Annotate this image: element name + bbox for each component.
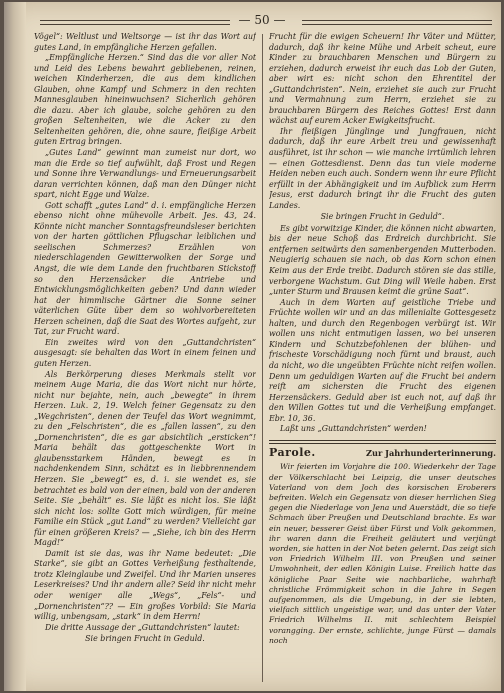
closing-line: Laßt uns „Guttandchristen“ werden!: [280, 424, 427, 434]
paragraph: Die dritte Aussage der „Guttandchristen“ lautet:: [45, 622, 240, 632]
header-ornament-right: [302, 20, 492, 25]
book-page: [4, 2, 501, 691]
page-header: [32, 10, 492, 34]
paragraph: „Gutes Land“ gewinnt man zumeist nur dort, wo man die Erde so tief aufwühlt, daß Frost und Regen und Sonne ihre Verwandlungs- und Erneuerungsarbeit daran verrichten können, daß man den Dünger nicht spart, nicht Egge und Walze.: [34, 148, 256, 200]
spaced-quote: Sie bringen Frucht in Geduld“.: [320, 212, 445, 222]
paragraph: Auch in dem Warten auf geistliche Triebe und Früchte wollen wir und an das millenialte Gottesgesetz halten, und durch den Regenbogen verbürgt ist. Wir wollen uns nicht entmutigen lassen, wo bei unseren Kindern und Schutzbefohlenen der blühen- und frischeste Vorschädigung noch fürnt und braust, auch da nicht, wo die ungeübten Früchte nicht reifen wollen. Denn um geduldigen Warten auf die Frucht bei andern reift am sichersten die Frucht des eigenen Herzensäckers. Geduld aber ist euch not, auf daß ihr den Willen Gottes tut und die Verheißung empfanget. Ebr. 10, 36.: [269, 297, 496, 423]
paragraph: Als Berkörperung dieses Merkmals stellt vor meinem Auge Maria, die das Wort nicht nur hörte, nicht nur bejahte, nein, auch „bewegte“ in ihrem Herzen. Luk. 2, 19. Welch feiner Gegensatz zu den „Wegchristen“, denen der Teufel das Wort wegnimmt, zu den „Felschristen“, die es „fallen lassen“, zu den „Dornenchristen“, die es gar absichtlich „ersticken“! Maria behält das gottgeschenkte Wort in glaubensstarkem Händen, bewegt es in nachdenkendem Sinn, schätzt es in liebbrennendem Herzen. Sie „bewegt“ es, d. i. sie wendet es, sie betrachtet es bald von der einen, bald von der anderen Seite. Sie „behält“ es. Sie läßt es nicht los. Sie läßt sich nicht los: sollte Gott mich würdigen, für meine Familie ein Stück „gut Land“ zu werden? Vielleicht gar für einen größeren Kreis? — „Siehe, ich bin des Herrn Magd!“: [34, 369, 256, 548]
parole-heading: [269, 445, 496, 459]
parole-text: Wir feierten im Vorjahre die 100. Wiederkehr der Tage der Völkerschlacht bei Leipzig, die unser deutsches Vaterland von dem Joch des korsischen Eroberers befreiten. Welch ein Gegensatz von dieser herrlichen Sieg gegen die Niederlage von Jena und Auerstädt, die so tiefe Schmach über Preußen und Deutschland brachte. Es war ein neuer, besserer Geist über Fürst und Volk gekommen, ihr waren dann die Freiheit geläutert und verjüngt worden, sie hatten in der Not beten gelernt. Das zeigt sich von Friedrich Wilhelm III. von Preußen und seiner Umwohnheit, der edlen Königin Luise. Freilich hatte das königliche Paar Seite wie nachbarliche, wahrhaft christliche Frömmigkeit schon in die Jahre in Segen aufgenommen, als die Umgebung, in der sie lebten, vielfach sittlich ungeistige war, und das unter der Vater Friedrich Wilhelms II. mit schlechtem Beispiel vorangging. Der ernste, schlichte, junge Fürst — damals noch: [269, 462, 496, 645]
left-column: [34, 32, 256, 682]
paragraph: „Empfängliche Herzen.“ Sind das die vor aller Not und Leid des Lebens bewahrt gebliebenen, reinen, weichen Kinderherzen, die aus dem kindlichen Glauben, ohne Kampf und Schmerz in den rechten Mannesglauben hineinwuchsen? Sicherlich gehören die dazu. Aber ich glaube, solche gehören zu den großen Seltenheiten, wie die Acker zu den Seltenheiten gehören, die, ohne saure, fleißige Arbeit guten Ertrag bringen.: [34, 53, 256, 147]
parole-subtitle: Zur Jahrhunderterinnerung.: [366, 447, 496, 458]
right-column: [269, 32, 496, 682]
book-binding-edge: [4, 2, 26, 691]
paragraph: Vögel“: Weltlust und Weltsorge — ist ihr das Wort auf gutes Land, in empfängliche Herzen gefallen.: [34, 32, 256, 52]
section-divider: [269, 440, 496, 444]
paragraph: Gott schafft „gutes Land“ d. i. empfängliche Herzen ebenso nicht ohne mühevolle Arbeit. Jes. 43, 24. Könnte nicht mancher Sonntagsfreundsleser berichten von der harten göttlichen Pflugschar leiblichen und seelischen Schmerzes? Erzählen von niederschlagenden Gewitterwolken der Sorge und Angst, die wie dem Lande den fruchtbaren Stickstoff so den Herzensäcker die Antriebe und Entwicklungsmöglichkeiten geben? Und dann wieder hat der himmlische Gärtner die Sonne seiner väterlichen Güte über dem so wohlvorbereiteten Herzen scheinen, daß die Saat des Wortes aufgeht, zur Tat, zur Frucht ward.: [34, 200, 256, 337]
column-divider: [262, 34, 263, 682]
page-number: — 50 —: [238, 13, 286, 27]
paragraph: Damit ist sie das, was ihr Name bedeutet: „Die Starke“, sie gibt an Gottes Verheißung festhaltende, trotz Kleinglaube und Zweifel. Und ihr Marien unseres Leserkreises? Und ihr andern alle? Seid ihr nicht mehr oder weniger alle „Wegs“, „Fels“- und „Dornenchristen“?? — Ein großes Vorbild: Sie Maria willig, unbengsam, „stark“ in dem Herrn!: [34, 548, 256, 622]
two-column-body: [34, 32, 496, 682]
spaced-quote: Sie bringen Frucht in Geduld.: [85, 634, 205, 644]
parole-title: Parole.: [269, 445, 316, 459]
paragraph: Es gibt vorwitzige Kinder, die können nicht abwarten, bis der neue Schoß das Erdreich durchbricht. Sie entfernen seitwärts den samenbergenden Mutterboden. Neugierig schauen sie nach, ob das Korn schon einen Keim aus der Erde treibt. Dadurch stören sie das stille, verborgene Wachstum. Gut Ding will Weile haben. Erst „unter Sturm und Brausen keimt die grüne Saat“.: [269, 223, 496, 297]
paragraph: Ein zweites wird von den „Guttandchristen“ ausgesagt: sie behalten das Wort in einem feinen und guten Herzen.: [34, 337, 256, 368]
paragraph: Ihr fleißigen Jünglinge und Jungfrauen, nicht dadurch, daß ihr eure Arbeit treu und gewissenhaft ausführet, ist ihr schon — wie manche irrtümlich lehren — einen Gottesdienst. Denn das tun viele moderne Heiden neben euch auch. Sondern wenn ihr eure Pflicht erfüllt in der Abhängigkeit und im Aufblick zum Herrn Jesus, erst dadurch bringt ihr die Frucht des guten Landes.: [269, 126, 496, 210]
paragraph: Frucht für die ewigen Scheuern! Ihr Väter und Mütter, dadurch, daß ihr keine Mühe und Arbeit scheut, eure Kinder zu brauchbaren Menschen und Bürgern zu erziehen, dadurch erweist ihr euch das Lob der Guten, aber wirt es: nicht schon den Ehrentitel der „Guttandchristen“. Nein, erziehet sie auch zur Frucht und Vermahnung zum Herrn, erziehet sie zu brauchbaren Bürgern des Reiches Gottes! Erst dann wächst auf eurem Acker Ewigkeitsfrucht.: [269, 32, 496, 126]
